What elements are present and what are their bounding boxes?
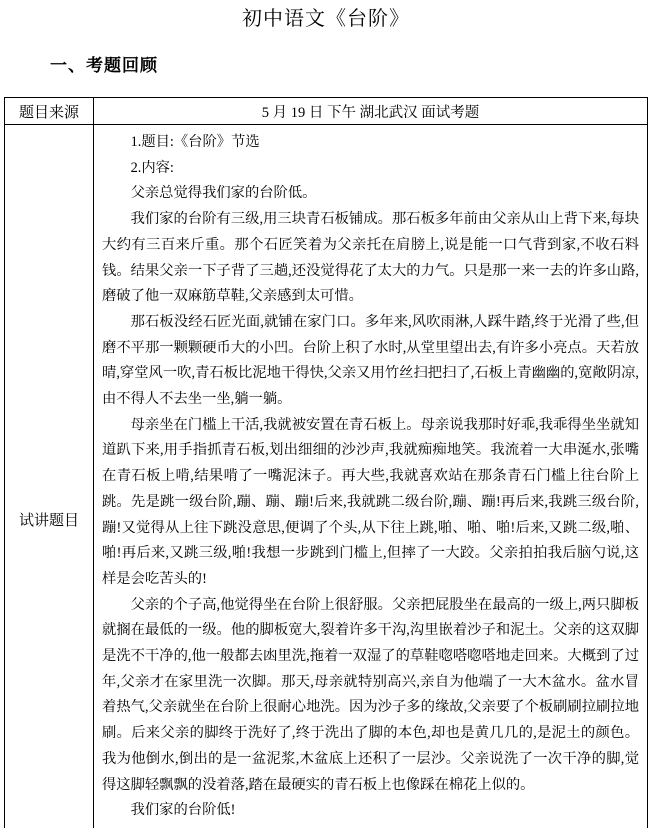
section-heading: 一、考题回顾 [50, 56, 158, 75]
content-paragraph: 我们家的台阶低! [130, 802, 236, 819]
exam-table [4, 97, 648, 828]
content-paragraph: 母亲坐在门槛上干活,我就被安置在青石板上。母亲说我那时好乖,我乖得坐坐就知道趴下来,用手指抓青石板,划出细细的沙沙声,我就痴痴地笑。我流着一大串涎水,张嘴在青石板上啃,结果啃了一嘴泥沫子。再大些,我就喜欢站在那条青石门槛上往台阶上跳。先是跳一级台阶,蹦、蹦、蹦!后来,我就跳二级台阶,蹦、蹦!再后来,我跳三级台阶,蹦!又觉得从上往下跳没意思,便调了个头,从下往上跳,啪、啪、啪!后来,又跳二级,啪、啪!再后来,又跳三级,啪!我想一步跳到门槛上,但摔了一大跤。父亲拍拍我后脑勺说,这样是会吃苦头的! [102, 416, 639, 587]
source-row-value: 5 月 19 日 下午 湖北武汉 面试考题 [94, 98, 648, 125]
content-paragraph: 父亲总觉得我们家的台阶低。 [130, 185, 317, 202]
page-title: 初中语文《台阶》 [242, 8, 410, 30]
content-paragraph: 我们家的台阶有三级,用三块青石板铺成。那石板多年前由父亲从山上背下来,每块大约有三百来斤重。那个石匠笑着为父亲托在肩膀上,说是能一口气背到家,不收石料钱。结果父亲一下子背了三趟,还没觉得花了太大的力气。只是那一来一去的许多山路,磨破了他一双麻筋草鞋,父亲感到太可惜。 [102, 211, 639, 305]
content-paragraph: 2.内容: [130, 159, 174, 176]
source-row-header: 题目来源 [5, 98, 94, 125]
lecture-row-header: 试讲题目 [5, 125, 94, 828]
lecture-row [5, 125, 648, 828]
content-paragraph: 1.题目:《台阶》节选 [130, 134, 260, 150]
content-paragraph: 那石板没经石匠光面,就铺在家门口。多年来,风吹雨淋,人踩牛踏,终于光滑了些,但磨不平那一颗颗硬币大的小凹。台阶上积了水时,从堂里望出去,有许多小亮点。天若放晴,穿堂风一吹,青石板比泥地干得快,父亲又用竹丝扫把扫了,石板上青幽幽的,宽敞阴凉,由不得人不去坐一坐,躺一躺。 [102, 313, 639, 408]
lecture-content [94, 125, 648, 828]
content-paragraph: 父亲的个子高,他觉得坐在台阶上很舒服。父亲把屁股坐在最高的一级上,两只脚板就搁在最低的一级。他的脚板宽大,裂着许多干沟,沟里嵌着沙子和泥土。父亲的这双脚是洗不干净的,他一般都去凼里洗,拖着一双湿了的草鞋唿嗒唿嗒地走回来。大概到了过年,父亲才在家里洗一次脚。那天,母亲就特别高兴,亲自为他端了一大木盆水。盆水冒着热气,父亲就坐在台阶上很耐心地洗。因为沙子多的缘故,父亲要了个板刷刷拉刷拉地刷。后来父亲的脚终于洗好了,终于洗出了脚的本色,却也是黄几几的,是泥土的颜色。我为他倒水,倒出的是一盆泥浆,木盆底上还积了一层沙。父亲说洗了一次干净的脚,觉得这脚轻飘飘的没着落,踏在最硬实的青石板上也像踩在棉花上似的。 [102, 596, 639, 793]
source-row [5, 98, 648, 125]
